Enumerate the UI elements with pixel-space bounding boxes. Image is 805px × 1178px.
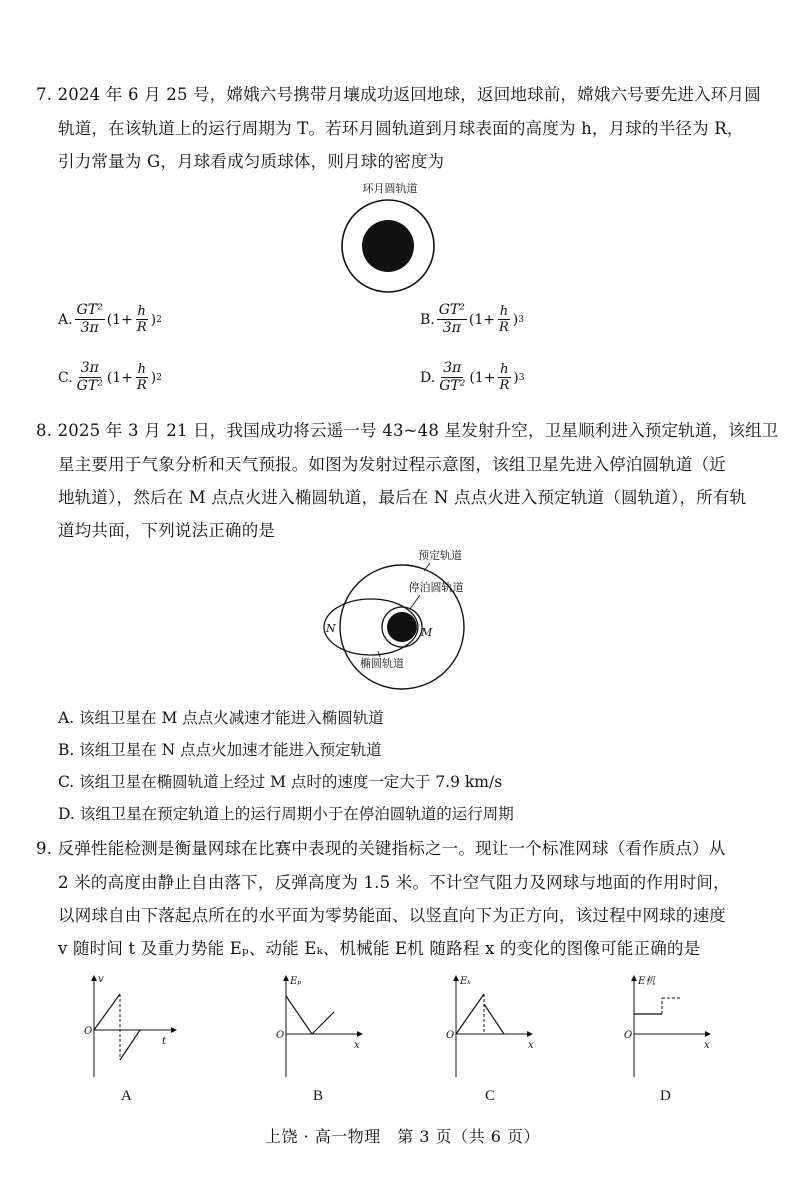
point-n-label: N (326, 622, 336, 635)
q7-a-exp: 2 (156, 314, 162, 325)
graph-a-xlabel: t (162, 1036, 167, 1047)
q7-option-a: A. $\frac{\text{GT²}}{3\pi}$ ( 1+ $\frac{h}{R}$ ) 2 (58, 302, 162, 336)
q7-a-hnum: h (137, 304, 146, 319)
q7-c-exp: 2 (156, 372, 162, 383)
graph-d-origin: O (624, 1030, 633, 1041)
q8-option-c: C. 该组卫星在椭圆轨道上经过 M 点时的速度一定大于 7.9 km/s (58, 773, 503, 791)
q7-d-hnum: h (500, 362, 509, 377)
graph-c (446, 972, 546, 1082)
q9-line-2: 2 米的高度由静止自由落下，反弹高度为 1.5 米。不计空气阻力及网球与地面的作用时间， (58, 873, 730, 892)
q8-line-2: 星主要用于气象分析和天气预报。如图为发射过程示意图，该组卫星先进入停泊圆轨道（近 (58, 455, 726, 474)
q7-line-1: 7. 2024 年 6 月 25 号，嫦娥六号携带月壤成功返回地球，返回地球前，嫦娥六号要先进入环月圆 (36, 85, 761, 104)
graph-c-origin: O (446, 1030, 455, 1041)
q7-line-2: 轨道，在该轨道上的运行周期为 T。若环月圆轨道到月球表面的高度为 h，月球的半径为 R， (58, 119, 744, 138)
q7-b-hden: R (499, 320, 509, 335)
graph-d-ylabel: E机 (638, 976, 656, 987)
q7-c-num: 3π (80, 360, 99, 376)
orbit-label: 环月圆轨道 (362, 182, 418, 195)
q7-option-b: B. $\frac{\text{GT²}}{3\pi}$ ( 1+ $\frac{h}{R}$ ) 3 (420, 302, 524, 336)
q7-d-one: 1+ (474, 369, 496, 386)
graph-c-xlabel: x (528, 1040, 534, 1051)
q8-option-b: B. 该组卫星在 N 点点火加速才能进入预定轨道 (58, 741, 382, 759)
graph-a (84, 972, 184, 1082)
graph-a-letter: A (121, 1088, 132, 1104)
graph-b-ylabel: Eₚ (290, 976, 302, 987)
graph-b-origin: O (276, 1030, 285, 1041)
q7-option-c: C. $\frac{3\pi}{\text{GT²}}$ ( 1+ $\frac{h}{R}$ ) 2 (58, 360, 162, 394)
q7-option-d: D. $\frac{3\pi}{\text{GT²}}$ ( 1+ $\frac{h}{R}$ ) 3 (420, 360, 525, 394)
graph-d-letter: D (660, 1088, 671, 1104)
q7-a-one: 1+ (112, 311, 133, 328)
ellipse-orbit-label: 椭圆轨道 (360, 657, 404, 670)
earth-body (387, 612, 417, 642)
q9-line-1: 9. 反弹性能检测是衡量网球在比赛中表现的关键指标之一。现让一个标准网球（看作质点）从 (36, 839, 726, 858)
point-m-label: M (421, 626, 433, 639)
graph-a-origin: O (84, 1026, 93, 1037)
q7-option-b-letter: B. (420, 311, 435, 328)
parking-orbit-label: 停泊圆轨道 (408, 581, 464, 594)
q7-a-hden: R (136, 320, 147, 335)
q7-c-hden: R (136, 378, 147, 393)
q7-c-den: GT² (76, 378, 103, 394)
q8-line-1: 8. 2025 年 3 月 21 日，我国成功将云遥一号 43~48 星发射升空，卫星顺利进入预定轨道，该组卫 (36, 421, 779, 440)
graph-c-letter: C (485, 1088, 496, 1104)
q7-d-exp: 3 (518, 372, 525, 383)
moon-body (362, 220, 414, 272)
moon-orbit-diagram (330, 180, 450, 304)
q7-d-hden: R (499, 378, 510, 393)
q7-b-hnum: h (499, 304, 509, 319)
q7-d-num: 3π (443, 360, 462, 376)
target-orbit-label: 预定轨道 (418, 549, 462, 562)
graph-b-xlabel: x (354, 1040, 360, 1051)
q7-a-den: 3π (80, 320, 99, 336)
graph-c-ylabel: Eₖ (460, 976, 471, 987)
q7-c-one: 1+ (112, 369, 133, 386)
q7-line-3: 引力常量为 G，月球看成匀质球体，则月球的密度为 (58, 152, 445, 171)
graph-b-letter: B (313, 1088, 324, 1104)
q7-b-one: 1+ (474, 311, 495, 328)
q7-b-den: 3π (442, 320, 461, 336)
q8-option-d: D. 该组卫星在预定轨道上的运行周期小于在停泊圆轨道的运行周期 (58, 805, 514, 823)
graph-d-xlabel: x (704, 1040, 710, 1051)
q7-b-exp: 3 (518, 314, 524, 325)
q7-option-c-letter: C. (58, 369, 73, 386)
q7-option-a-letter: A. (58, 311, 73, 328)
q7-option-d-letter: D. (420, 369, 436, 386)
q9-line-4: v 随时间 t 及重力势能 Eₚ、动能 Eₖ、机械能 E机 随路程 x 的变化的图像可能正确的是 (58, 939, 701, 958)
q8-line-4: 道均共面，下列说法正确的是 (58, 521, 276, 540)
q7-d-den: GT² (439, 378, 466, 394)
satellite-orbit-diagram (322, 545, 482, 695)
graph-d (624, 972, 724, 1082)
graph-a-ylabel: v (98, 974, 104, 985)
q7-c-hnum: h (137, 362, 146, 377)
q9-line-3: 以网球自由下落起点所在的水平面为零势能面、以竖直向下为正方向，该过程中网球的速度 (58, 906, 726, 925)
graph-b (276, 972, 376, 1082)
q7-a-num: GT² (76, 302, 103, 318)
q8-line-3: 地轨道），然后在 M 点点火进入椭圆轨道，最后在 N 点点火进入预定轨道（圆轨道），所有轨 (58, 488, 747, 507)
q8-option-a: A. 该组卫星在 M 点点火减速才能进入椭圆轨道 (58, 709, 384, 727)
page-footer: 上饶 · 高一物理 第 3 页（共 6 页） (265, 1127, 540, 1146)
q7-b-num: GT² (438, 302, 465, 318)
